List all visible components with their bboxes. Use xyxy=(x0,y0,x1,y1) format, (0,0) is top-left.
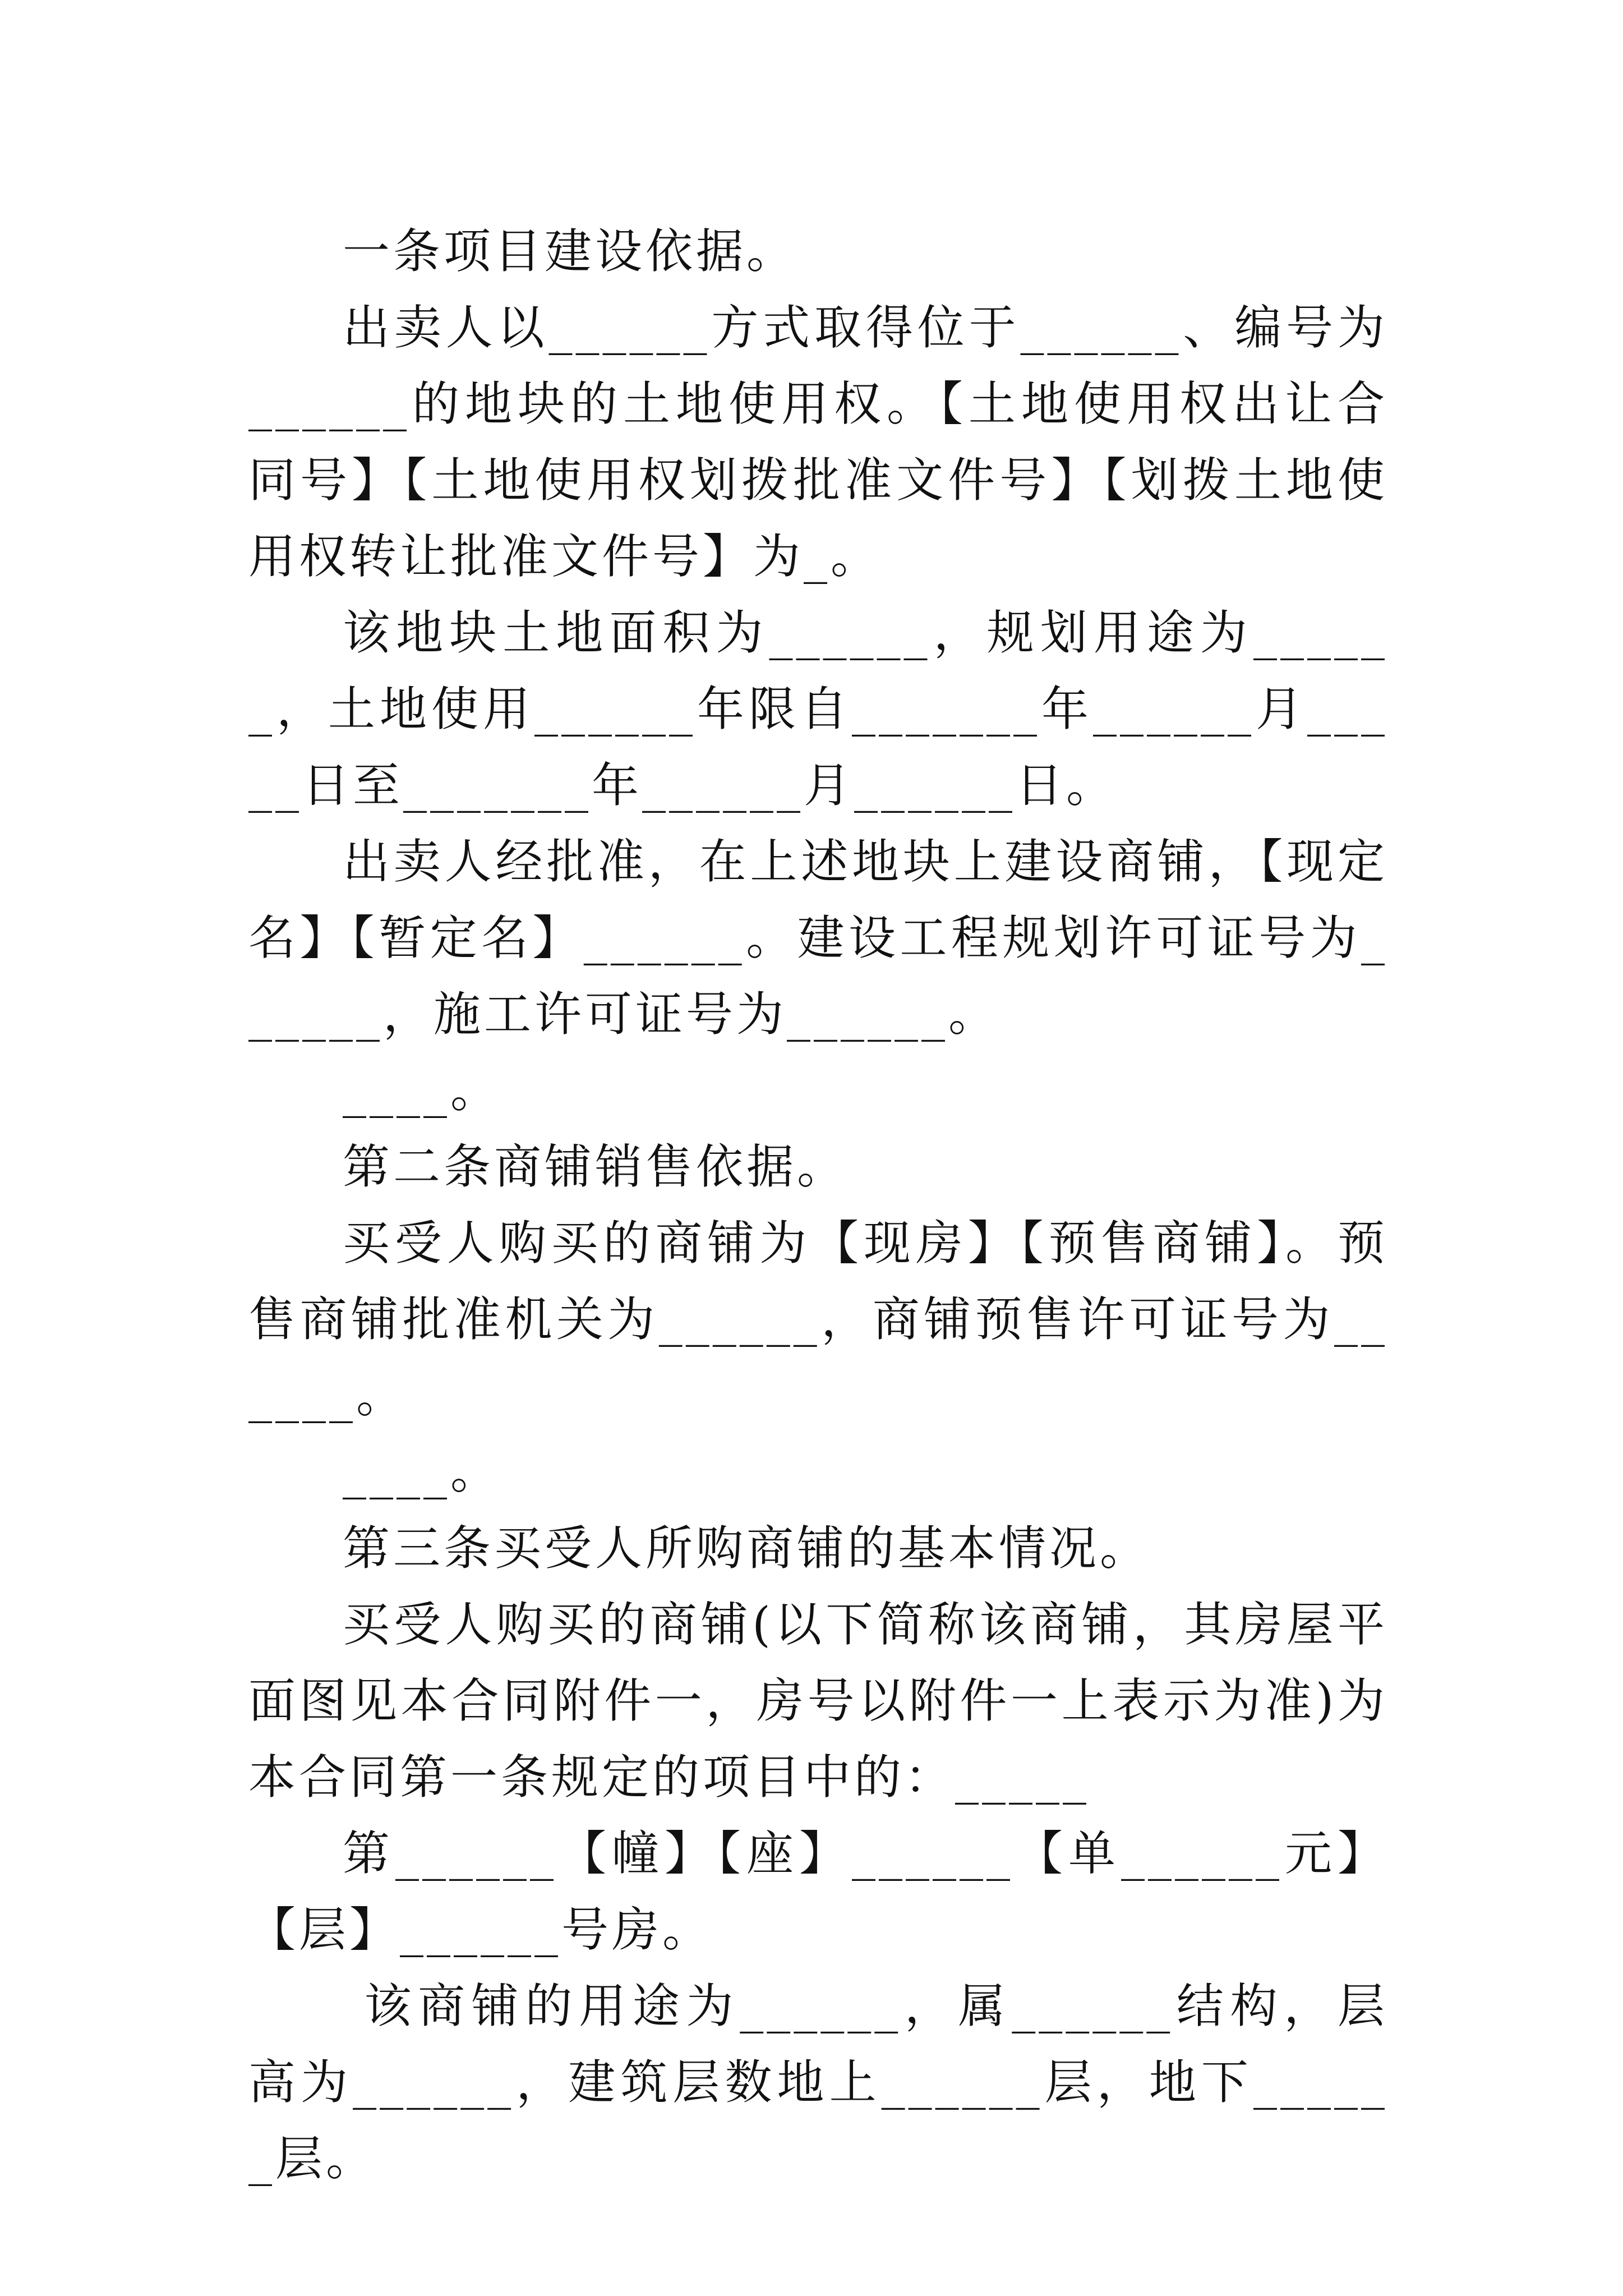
paragraph-8: ____。 xyxy=(343,1444,501,1499)
paragraph-3: 该地块土地面积为______，规划用途为______，土地使用______年限自_______年______月_____日至_______年______月______日。 xyxy=(248,605,1388,813)
paragraph-11: 第______【幢】【座】______【单______元】【层】______号房。 xyxy=(248,1826,1388,1957)
paragraph-7: 买受人购买的商铺为【现房】【预售商铺】。预售商铺批准机关为______，商铺预售许可证号为______。 xyxy=(248,1216,1388,1423)
paragraph-1: 一条项目建设依据。 xyxy=(343,224,797,279)
paragraph-5: ____。 xyxy=(343,1063,501,1118)
paragraph-2: 出卖人以______方式取得位于______、编号为______的地块的土地使用权。【土地使用权出让合同号】【土地使用权划拨批准文件号】【划拨土地使用权转让批准文件号】为_。 xyxy=(248,300,1388,584)
paragraph-9: 第三条买受人所购商铺的基本情况。 xyxy=(343,1521,1151,1576)
paragraph-10: 买受人购买的商铺(以下简称该商铺，其房屋平面图见本合同附件一，房号以附件一上表示为准)为本合同第一条规定的项目中的：_____ xyxy=(248,1597,1388,1805)
paragraph-4: 出卖人经批准，在上述地块上建设商铺，【现定名】【暂定名】______。建设工程规划许可证号为______，施工许可证号为______。 xyxy=(248,834,1388,1042)
document-body xyxy=(248,213,1388,2197)
paragraph-12: 该商铺的用途为______，属______结构，层高为______，建筑层数地上______层，地下______层。 xyxy=(248,1978,1388,2186)
paragraph-6: 第二条商铺销售依据。 xyxy=(343,1139,848,1194)
